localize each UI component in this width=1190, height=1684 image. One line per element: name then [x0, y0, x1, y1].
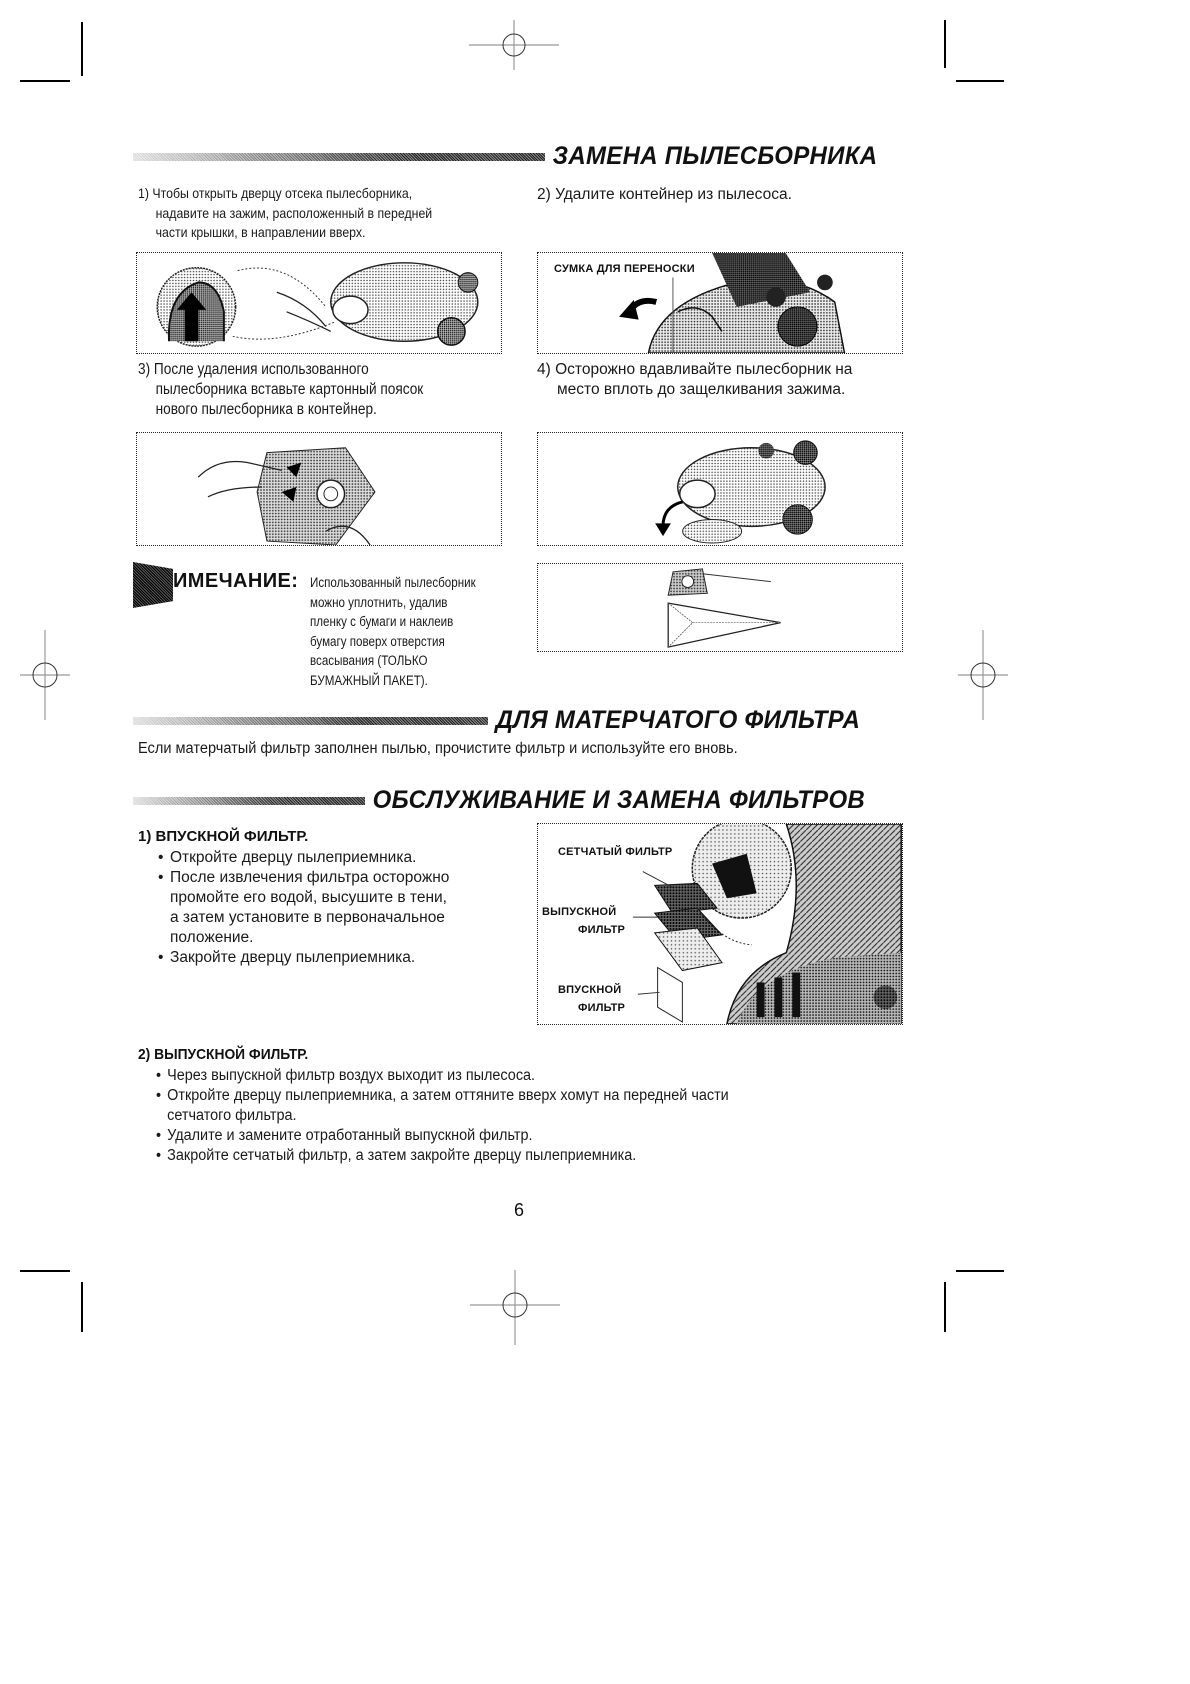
list-item: • Откройте дверцу пылеприемника. — [158, 848, 449, 868]
vacuum-close-illustration — [538, 433, 902, 545]
step-2-text: 2) Удалите контейнер из пылесоса. — [537, 186, 792, 203]
figure-filters-diagram — [537, 823, 903, 1025]
list-item: • Через выпускной фильтр воздух выходит из пылесоса. — [156, 1066, 729, 1086]
section-title: ДЛЯ МАТЕРЧАТОГО ФИЛЬТРА — [495, 706, 861, 734]
step-3-text: 3) После удаления использованного пылесборника вставьте картонный поясок нового пылесборника в контейнер. — [138, 361, 424, 418]
section-divider-bar — [133, 153, 545, 161]
section-divider-bar — [133, 717, 488, 725]
label-intake-filter-1: ВПУСКНОЙ — [558, 984, 622, 996]
section-title: ОБСЛУЖИВАНИЕ И ЗАМЕНА ФИЛЬТРОВ — [372, 786, 866, 814]
list-item: • После извлечения фильтра осторожно — [158, 868, 449, 888]
crop-mark-top-right-v — [944, 20, 946, 68]
figure-sealed-bag — [537, 563, 903, 652]
figure-remove-container — [537, 252, 903, 354]
crop-mark-bottom-right-h — [956, 1270, 1004, 1272]
registration-mark-icon-right — [938, 630, 1028, 720]
label-intake-filter-2: ФИЛЬТР — [578, 1002, 626, 1014]
section-header-filter-maintenance — [133, 786, 886, 815]
list-item: • Удалите и замените отработанный выпускной фильтр. — [156, 1126, 729, 1146]
figure-insert-new-bag — [136, 432, 502, 546]
registration-mark-icon-left — [0, 630, 90, 720]
crop-mark-bottom-right-v — [944, 1282, 946, 1332]
page-number: 6 — [514, 1200, 525, 1220]
exhaust-filter-steps: • Через выпускной фильтр воздух выходит из пылесоса. • Откройте дверцу пылеприемника, а затем оттяните вверх хомут на передней части сетчатого фильтра. • Удалите и замените отработанный выпускной фильтр. • Закройте сетчатый фильтр, а затем закройте дверцу пылеприемника. — [156, 1066, 729, 1166]
section-header-bag-replacement — [133, 142, 891, 171]
label-mesh-filter: СЕТЧАТЫЙ ФИЛЬТР — [558, 846, 673, 858]
crop-mark-top-left-h — [20, 80, 70, 82]
figure-open-lid — [136, 252, 502, 354]
step-4-text: 4) Осторожно вдавливайте пылесборник на место вплоть до защелкивания зажима. — [537, 361, 853, 398]
note-marker-icon — [133, 562, 173, 608]
note-label: ИМЕЧАНИЕ: — [173, 570, 299, 592]
crop-mark-top-right-h — [956, 80, 1004, 82]
registration-mark-icon-bottom — [470, 1260, 560, 1350]
sealed-bag-illustration — [538, 564, 902, 651]
step-1-text: 1) Чтобы открыть дверцу отсека пылесборника, надавите на зажим, расположенный в передней части крышки, в направлении вверх. — [138, 185, 433, 240]
insert-bag-illustration — [137, 433, 501, 545]
section-divider-bar — [133, 797, 365, 805]
note-block — [133, 562, 513, 702]
label-exhaust-filter-2: ФИЛЬТР — [578, 924, 626, 936]
intake-filter-heading: 1) ВПУСКНОЙ ФИЛЬТР. — [138, 828, 309, 845]
callout-carry-bag: СУМКА ДЛЯ ПЕРЕНОСКИ — [554, 263, 695, 275]
figure-press-bag-in — [537, 432, 903, 546]
section-title: ЗАМЕНА ПЫЛЕСБОРНИКА — [552, 142, 878, 170]
section-header-cloth-filter — [133, 706, 876, 735]
note-text: Использованный пылесборник можно уплотнить, удалив пленку с бумаги и наклеив бумагу поверх отверстия всасывания (ТОЛЬКО БУМАЖНЫЙ ПАКЕТ). — [310, 575, 476, 688]
vacuum-open-lid-illustration — [137, 253, 501, 353]
list-item: • Закройте сетчатый фильтр, а затем закройте дверцу пылеприемника. — [156, 1146, 729, 1166]
cloth-filter-body: Если матерчатый фильтр заполнен пылью, прочистите фильтр и используйте его вновь. — [138, 740, 738, 757]
label-exhaust-filter-1: ВЫПУСКНОЙ — [542, 906, 617, 918]
crop-mark-bottom-left-h — [20, 1270, 70, 1272]
crop-mark-top-left-v — [81, 22, 83, 76]
registration-mark-icon-top — [469, 0, 559, 90]
list-item: • Закройте дверцу пылеприемника. — [158, 948, 449, 968]
exhaust-filter-heading: 2) ВЫПУСКНОЙ ФИЛЬТР. — [138, 1046, 309, 1063]
crop-mark-bottom-left-v — [81, 1282, 83, 1332]
list-item: • Откройте дверцу пылеприемника, а затем оттяните вверх хомут на передней части — [156, 1086, 729, 1106]
intake-filter-steps: • Откройте дверцу пылеприемника. • После извлечения фильтра осторожно промойте его водой, высушите в тени, а затем установите в первоначальное положение. • Закройте дверцу пылеприемника. — [158, 848, 449, 968]
